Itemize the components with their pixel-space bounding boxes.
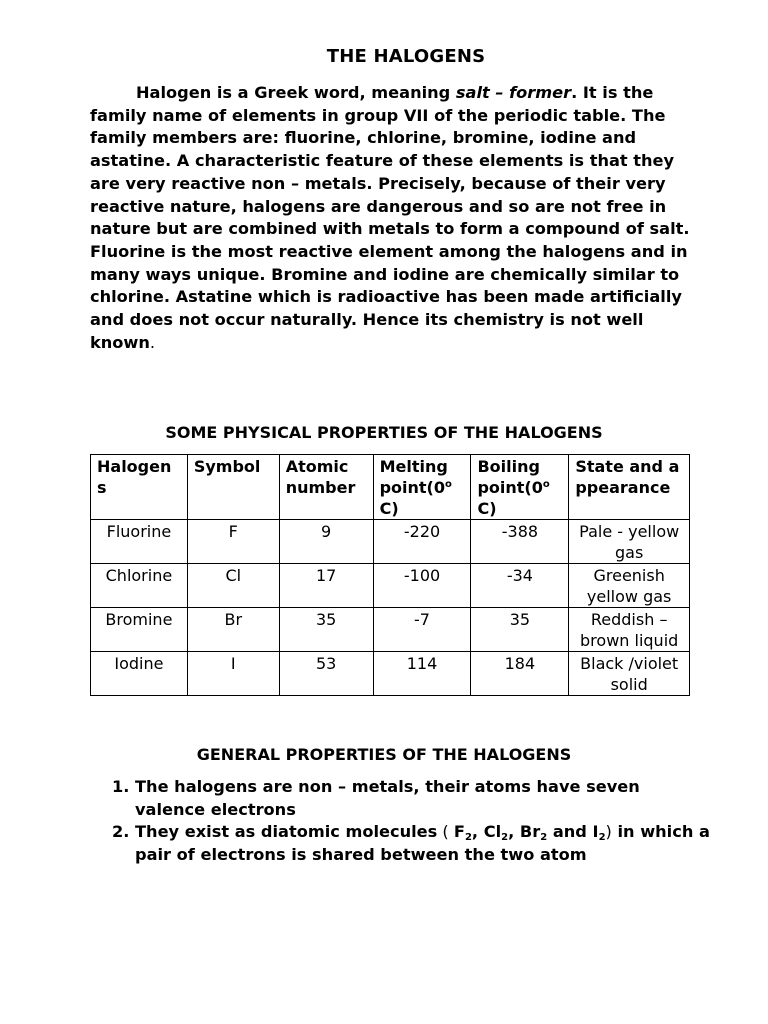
- cell-state: Greenish yellow gas: [569, 564, 690, 608]
- intro-start: Halogen is a Greek word, meaning: [136, 83, 456, 102]
- formula-sep: ,: [471, 822, 484, 842]
- item2-close-paren: ): [605, 822, 612, 842]
- intro-paragraph: [90, 82, 690, 354]
- list-item: [135, 821, 715, 866]
- cell-melting: 114: [373, 652, 471, 696]
- general-properties-list: [114, 776, 715, 867]
- formula-sep: ,: [508, 822, 520, 842]
- cell-atomic: 53: [279, 652, 373, 696]
- table-row: [91, 520, 690, 564]
- cell-symbol: Cl: [187, 564, 279, 608]
- table-row: [91, 652, 690, 696]
- intro-rest: . It is the family name of elements in group VII of the periodic table. The family members are: fluorine, chlorine, bromine, iodine and astatine. A characteristic feature of these elements is that they are very reactive non – metals. Precisely, because of their very reactive nature, halogens are dangerous and so are not free in nature but are combined with metals to form a compound of salt. Fluorine is the most reactive element among the halogens and in many ways unique. Bromine and iodine are chemically similar to chlorine. Astatine which is radioactive has been made artificially and does not occur naturally. Hence its chemistry is not well known: [90, 83, 690, 352]
- cell-state: Pale - yellow gas: [569, 520, 690, 564]
- table-row: [91, 608, 690, 652]
- formula-and: and: [547, 822, 593, 842]
- page-title: THE HALOGENS: [326, 46, 486, 67]
- cell-halogen: Fluorine: [91, 520, 188, 564]
- cell-halogen: Bromine: [91, 608, 188, 652]
- intro-end: .: [149, 332, 156, 352]
- cell-halogen: Iodine: [91, 652, 188, 696]
- cell-atomic: 9: [279, 520, 373, 564]
- cell-boiling: -388: [471, 520, 569, 564]
- cell-symbol: F: [187, 520, 279, 564]
- physical-properties-heading: SOME PHYSICAL PROPERTIES OF THE HALOGENS: [165, 423, 603, 442]
- cell-symbol: Br: [187, 608, 279, 652]
- cell-melting: -100: [373, 564, 471, 608]
- general-properties-heading: GENERAL PROPERTIES OF THE HALOGENS: [196, 745, 572, 764]
- formula-cl: Cl: [483, 822, 502, 842]
- cell-symbol: I: [187, 652, 279, 696]
- cell-atomic: 17: [279, 564, 373, 608]
- intro-emphasis: salt – former: [455, 83, 572, 102]
- list-item: 1. The halogens are non – metals, their atoms have seven valence electrons: [135, 776, 715, 821]
- formula-br: Br: [519, 822, 541, 842]
- header-symbol: Symbol: [187, 455, 279, 520]
- cell-boiling: 35: [471, 608, 569, 652]
- cell-boiling: 184: [471, 652, 569, 696]
- physical-properties-table: [90, 454, 690, 696]
- cell-state: Black /violet solid: [569, 652, 690, 696]
- subscript-2: 2: [464, 832, 472, 844]
- boiling-header-unit: C): [477, 499, 497, 518]
- melting-header-text: Melting point(0: [379, 457, 448, 497]
- header-boiling-point: [471, 455, 569, 520]
- cell-melting: -7: [373, 608, 471, 652]
- subscript-2: 2: [501, 832, 509, 844]
- item2-rest: in which a pair of electrons is shared between the two atom: [135, 822, 710, 865]
- header-melting-point: [373, 455, 471, 520]
- formula-i: I: [592, 822, 599, 842]
- subscript-2: 2: [598, 832, 606, 844]
- subscript-2: 2: [540, 832, 548, 844]
- cell-halogen: Chlorine: [91, 564, 188, 608]
- item2-start: They exist as diatomic molecules: [135, 822, 438, 842]
- header-atomic-number: Atomic number: [279, 455, 373, 520]
- table-header-row: [91, 455, 690, 520]
- table-row: [91, 564, 690, 608]
- item2-open-paren: (: [437, 822, 454, 842]
- cell-boiling: -34: [471, 564, 569, 608]
- melting-header-unit: C): [379, 499, 399, 518]
- header-state-appearance: State and appearance: [569, 455, 690, 520]
- cell-state: Reddish – brown liquid: [569, 608, 690, 652]
- cell-melting: -220: [373, 520, 471, 564]
- boiling-header-text: Boiling point(0: [477, 457, 543, 497]
- header-halogens: Halogens: [91, 455, 188, 520]
- formula-f: F: [453, 822, 465, 842]
- boiling-degree: o: [542, 479, 550, 490]
- melting-degree: o: [445, 479, 452, 490]
- cell-atomic: 35: [279, 608, 373, 652]
